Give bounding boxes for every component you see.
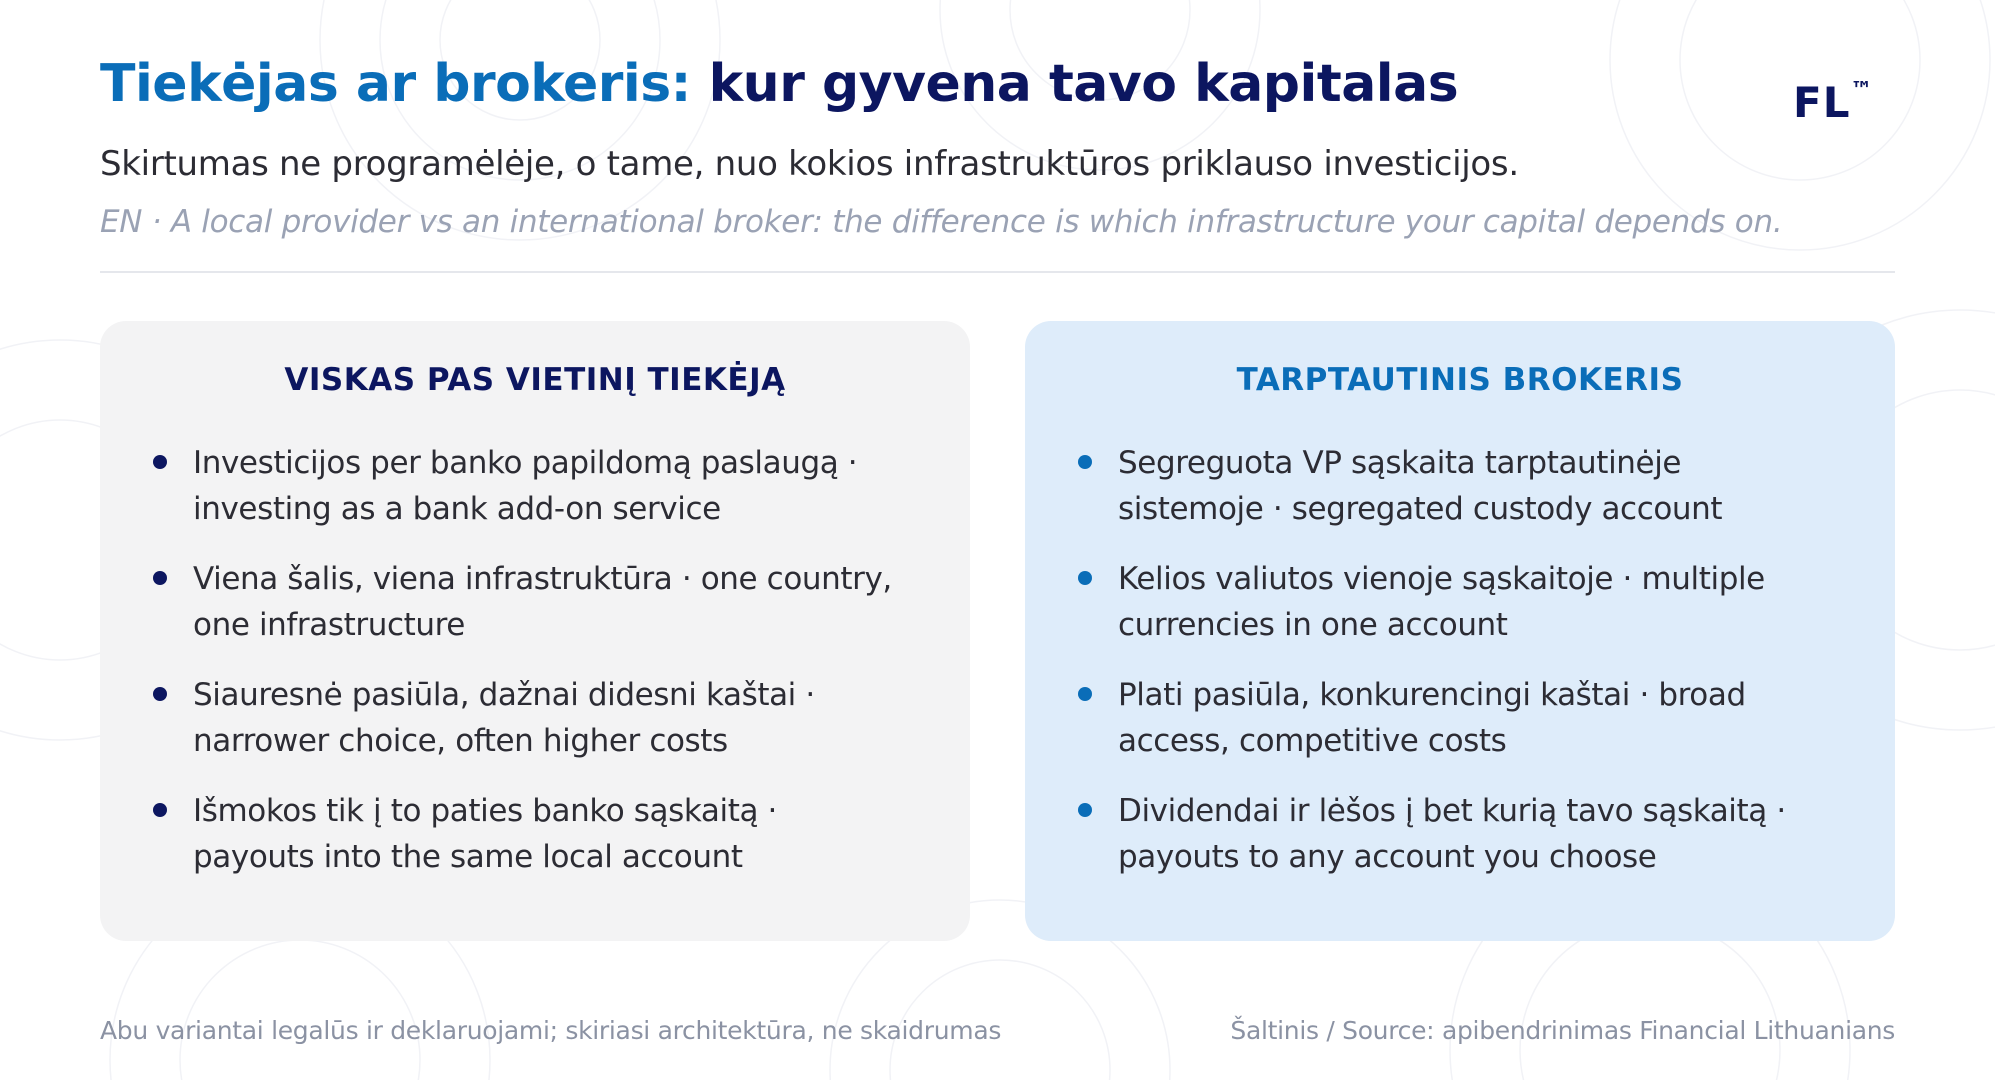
bullet-line: currencies in one account [1118, 607, 1508, 643]
title-main: kur gyvena tavo kapitalas [708, 54, 1459, 114]
footer-source: Šaltinis / Source: apibendrinimas Financial Lithuanians [1230, 1016, 1895, 1045]
bullet-dot-icon [153, 571, 167, 585]
local-provider-card [100, 321, 970, 941]
card-title: VISKAS PAS VIETINĮ TIEKĖJĄ [284, 362, 786, 398]
bullet-list [152, 440, 942, 904]
bullet-line: payouts to any account you choose [1118, 839, 1657, 875]
bullet-dot-icon [1078, 455, 1092, 469]
bullet-line: payouts into the same local account [193, 839, 743, 875]
bullet-line: sistemoje · segregated custody account [1118, 491, 1723, 527]
subtitle-english: EN · A local provider vs an international broker: the difference is which infrastructure your capital depends on. [100, 204, 1783, 240]
bullet-line: Siauresnė pasiūla, dažnai didesni kaštai · [193, 677, 815, 713]
footer-note: Abu variantai legalūs ir deklaruojami; skiriasi architektūra, ne skaidrumas [100, 1016, 1002, 1045]
bullet-dot-icon [1078, 571, 1092, 585]
bullet-line: Kelios valiutos vienoje sąskaitoje · multiple [1118, 561, 1765, 597]
bullet-line: Plati pasiūla, konkurencingi kaštai · broad [1118, 677, 1746, 713]
list-item [1077, 556, 1867, 672]
international-broker-card [1025, 321, 1895, 941]
bullet-line: Segreguota VP sąskaita tarptautinėje [1118, 445, 1682, 481]
bullet-line: access, competitive costs [1118, 723, 1507, 759]
list-item [152, 556, 942, 672]
bullet-line: Investicijos per banko papildomą paslaugą · [193, 445, 858, 481]
bullet-list [1077, 440, 1867, 904]
list-item [1077, 440, 1867, 556]
bullet-dot-icon [153, 803, 167, 817]
bullet-line: Išmokos tik į to paties banko sąskaitą · [193, 793, 777, 829]
logo-text: FL [1793, 78, 1851, 127]
bullet-line: Viena šalis, viena infrastruktūra · one country, [193, 561, 892, 597]
card-title: TARPTAUTINIS BROKERIS [1236, 362, 1684, 398]
bullet-line: investing as a bank add-on service [193, 491, 721, 527]
list-item [152, 440, 942, 556]
page-title [100, 56, 1458, 113]
list-item [152, 672, 942, 788]
bullet-line: Dividendai ir lėšos į bet kurią tavo sąskaitą · [1118, 793, 1786, 829]
list-item [1077, 788, 1867, 904]
subtitle: Skirtumas ne programėlėje, o tame, nuo kokios infrastruktūros priklauso investicijos. [100, 144, 1519, 184]
bullet-dot-icon [153, 455, 167, 469]
title-accent: Tiekėjas ar brokeris: [100, 54, 691, 114]
list-item [152, 788, 942, 904]
bullet-line: narrower choice, often higher costs [193, 723, 728, 759]
bullet-dot-icon [1078, 687, 1092, 701]
trademark-mark: ™ [1850, 78, 1874, 103]
bullet-dot-icon [153, 687, 167, 701]
bullet-line: one infrastructure [193, 607, 465, 643]
list-item [1077, 672, 1867, 788]
bullet-dot-icon [1078, 803, 1092, 817]
header-divider [100, 271, 1895, 273]
brand-logo [1793, 78, 1874, 127]
